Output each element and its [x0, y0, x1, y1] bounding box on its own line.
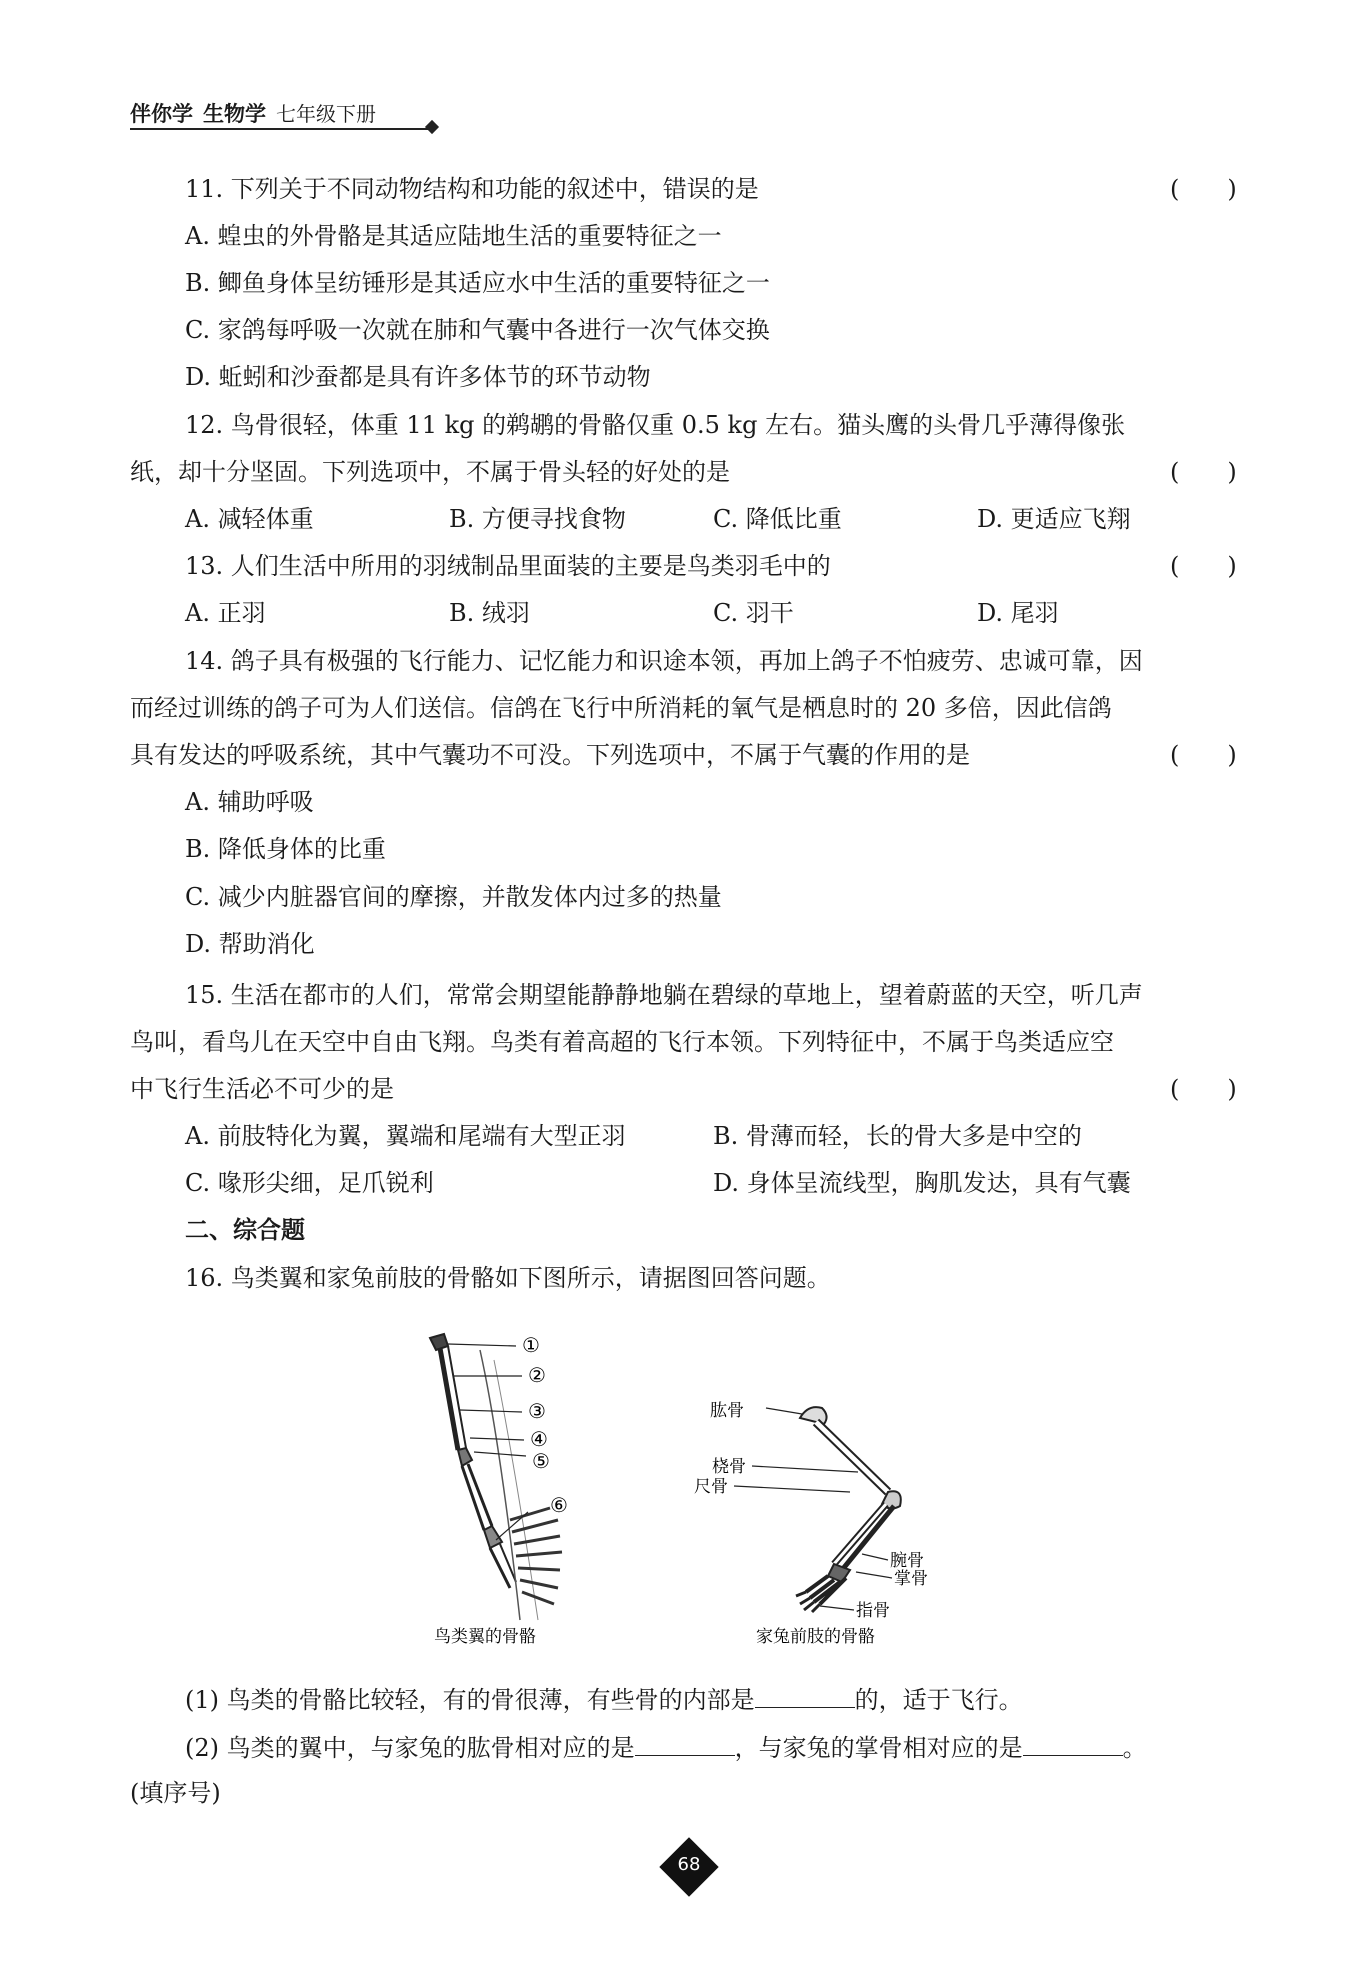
bird-label-1: ①: [522, 1333, 540, 1357]
q11-answer-paren: ( ): [1170, 175, 1237, 203]
bird-feathers: [510, 1508, 562, 1604]
q13-stem: 13. 人们生活中所用的羽绒制品里面装的主要是鸟类羽毛中的: [185, 552, 831, 580]
q15-stem-line1: 15. 生活在都市的人们，常常会期望能静静地躺在碧绿的草地上，望着蔚蓝的天空，听几声: [185, 981, 1143, 1009]
header-brand: 伴你学: [130, 102, 193, 126]
rabbit-forelimb-skeleton: [796, 1407, 901, 1612]
rabbit-label-phalanx: 指骨: [856, 1601, 890, 1621]
q12-option-a: A. 减轻体重: [185, 505, 314, 533]
q16-sub2: [185, 1729, 1310, 1765]
q12-stem-line1: 12. 鸟骨很轻，体重 11 kg 的鹈鹕的骨骼仅重 0.5 kg 左右。猫头鹰的头骨几乎薄得像张: [185, 411, 1126, 439]
q15-option-a: A. 前肢特化为翼，翼端和尾端有大型正羽: [185, 1122, 626, 1150]
bird-label-6: ⑥: [550, 1493, 568, 1517]
q15-stem-line3: 中飞行生活必不可少的是: [130, 1075, 394, 1103]
bird-rabbit-skeleton-figure: [410, 1320, 970, 1650]
header-grade: 七年级下册: [276, 102, 376, 126]
q16-sub1-text-a: (1) 鸟类的骨骼比较轻，有的骨很薄，有些骨的内部是: [185, 1686, 755, 1714]
q16-sub2-text-b: ，与家兔的掌骨相对应的是: [734, 1734, 1023, 1762]
q14-option-c: C. 减少内脏器官间的摩擦，并散发体内过多的热量: [185, 883, 722, 911]
q15-stem-line2: 鸟叫，看鸟儿在天空中自由飞翔。鸟类有着高超的飞行本领。下列特征中，不属于鸟类适应空: [130, 1028, 1114, 1056]
rabbit-caption: 家兔前肢的骨骼: [756, 1627, 875, 1647]
q11-option-a: A. 蝗虫的外骨骼是其适应陆地生活的重要特征之一: [185, 222, 722, 250]
q13-option-b: B. 绒羽: [449, 599, 530, 627]
q14-answer-paren: ( ): [1170, 741, 1237, 769]
q16-sub1-blank[interactable]: [755, 1681, 855, 1708]
q15-answer-paren: ( ): [1170, 1075, 1237, 1103]
bird-label-4: ④: [530, 1427, 548, 1451]
q11-option-b: B. 鲫鱼身体呈纺锤形是其适应水中生活的重要特征之一: [185, 269, 770, 297]
q14-stem-line2: 而经过训练的鸽子可为人们送信。信鸽在飞行中所消耗的氧气是栖息时的 20 多倍，因此信鸽: [130, 694, 1112, 722]
rabbit-label-humerus: 肱骨: [710, 1401, 744, 1421]
q16-sub2-blank-2[interactable]: [1023, 1729, 1123, 1756]
q16-sub1: [185, 1681, 1310, 1717]
header-subject: 生物学: [203, 102, 266, 126]
q12-option-b: B. 方便寻找食物: [449, 505, 626, 533]
q14-option-d: D. 帮助消化: [185, 930, 315, 958]
q12-stem-line2: 纸，却十分坚固。下列选项中，不属于骨头轻的好处的是: [130, 458, 730, 486]
q13-option-c: C. 羽干: [713, 599, 794, 627]
q16-sub2-note: (填序号): [130, 1779, 221, 1807]
q11-option-c: C. 家鸽每呼吸一次就在肺和气囊中各进行一次气体交换: [185, 316, 770, 344]
q16-sub2-text-c: 。: [1122, 1734, 1147, 1762]
q16-sub2-blank-1[interactable]: [635, 1729, 735, 1756]
section-heading: 二、综合题: [185, 1216, 305, 1244]
page-number: 68: [677, 1854, 701, 1875]
q11-stem: 11. 下列关于不同动物结构和功能的叙述中，错误的是: [185, 175, 759, 203]
q14-stem-line1: 14. 鸽子具有极强的飞行能力、记忆能力和识途本领，再加上鸽子不怕疲劳、忠诚可靠，因: [185, 647, 1143, 675]
q13-option-a: A. 正羽: [185, 599, 266, 627]
bird-label-5: ⑤: [532, 1449, 550, 1473]
bird-wing-skeleton: [430, 1334, 538, 1620]
rabbit-label-carpal: 腕骨: [890, 1551, 924, 1571]
q15-option-c: C. 喙形尖细，足爪锐利: [185, 1169, 434, 1197]
q15-option-d: D. 身体呈流线型，胸肌发达，具有气囊: [713, 1169, 1131, 1197]
bird-caption: 鸟类翼的骨骼: [434, 1627, 536, 1647]
bird-label-2: ②: [528, 1363, 546, 1387]
q16-figure: [410, 1320, 970, 1650]
q11-option-d: D. 蚯蚓和沙蚕都是具有许多体节的环节动物: [185, 363, 651, 391]
q14-option-a: A. 辅助呼吸: [185, 788, 314, 816]
q12-option-c: C. 降低比重: [713, 505, 842, 533]
q12-option-d: D. 更适应飞翔: [977, 505, 1131, 533]
q13-option-d: D. 尾羽: [977, 599, 1059, 627]
q14-option-b: B. 降低身体的比重: [185, 835, 386, 863]
bird-label-lines: [448, 1344, 528, 1540]
rabbit-label-ulna: 尺骨: [694, 1477, 728, 1497]
rabbit-label-radius: 桡骨: [712, 1457, 746, 1477]
page-header: [130, 98, 376, 128]
rabbit-label-lines: [734, 1408, 892, 1610]
q14-stem-line3: 具有发达的呼吸系统，其中气囊功不可没。下列选项中，不属于气囊的作用的是: [130, 741, 970, 769]
q15-option-b: B. 骨薄而轻，长的骨大多是中空的: [713, 1122, 1082, 1150]
q16-sub1-text-b: 的，适于飞行。: [854, 1686, 1023, 1714]
header-rule: [130, 128, 430, 130]
q16-stem: 16. 鸟类翼和家兔前肢的骨骼如下图所示，请据图回答问题。: [185, 1264, 831, 1292]
header-diamond-icon: [425, 120, 439, 134]
q16-sub2-text-a: (2) 鸟类的翼中，与家兔的肱骨相对应的是: [185, 1734, 635, 1762]
q12-answer-paren: ( ): [1170, 458, 1237, 486]
rabbit-label-metacarpal: 掌骨: [894, 1569, 928, 1589]
q13-answer-paren: ( ): [1170, 552, 1237, 580]
bird-label-3: ③: [528, 1399, 546, 1423]
